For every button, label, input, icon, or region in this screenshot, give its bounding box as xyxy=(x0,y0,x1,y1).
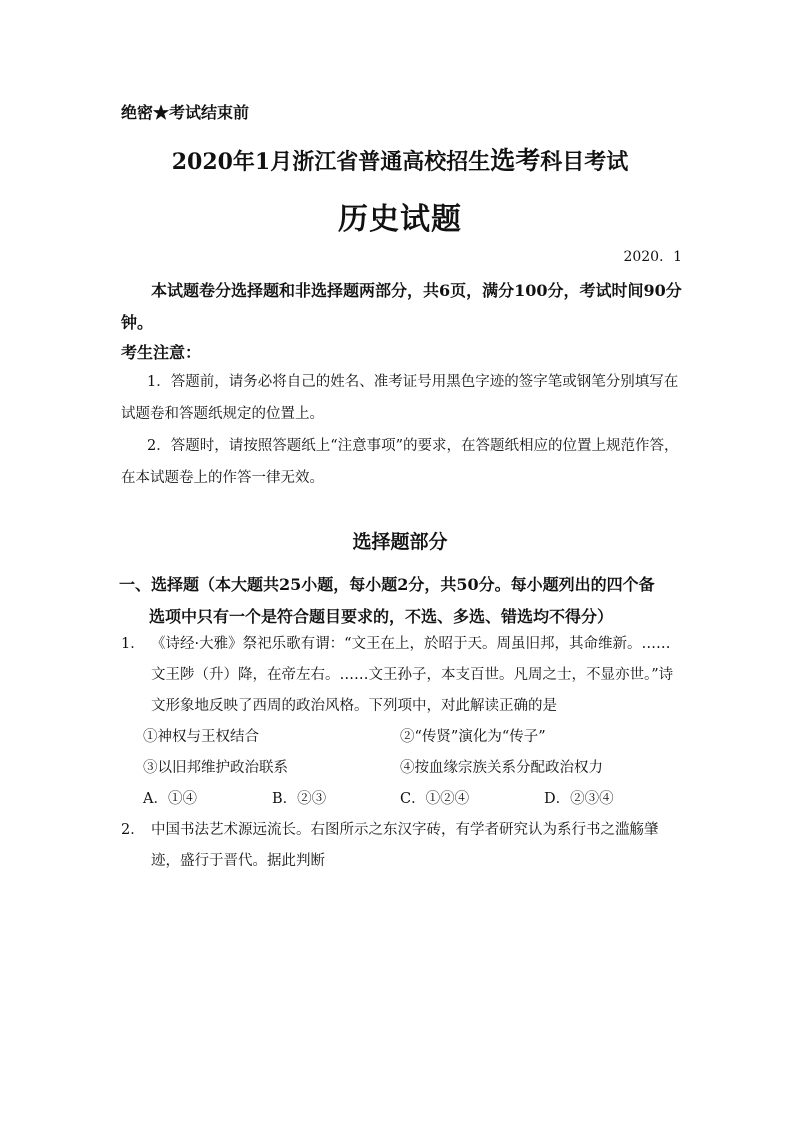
exam-date: 2020．1 xyxy=(623,249,682,265)
exam-title-post: 科目考试 xyxy=(540,149,629,175)
notice-heading: 考生注意： xyxy=(121,343,202,362)
statement-item: ①神权与王权结合 xyxy=(143,729,259,745)
notice-item: 1．答题前，请务必将自己的姓名、准考证号用黑色字迹的签字笔或钢笔分别填写在试题卷和答题纸规定的位置上。 xyxy=(121,374,679,422)
answer-option-a: A．①④ xyxy=(143,791,197,807)
question-text: 《诗经·大雅》祭祀乐歌有谓：“文王在上，於昭于天。周虽旧邦，其命维新。……文王陟（升）降，在帝左右。……文王孙子，本支百世。凡周之士，不显亦世。”诗文形象地反映了西周的政治风格。下列项中，对此解读正确的是 xyxy=(151,636,674,714)
question-number: 2． xyxy=(121,822,145,838)
confidential-label: 绝密★考试结束前 xyxy=(121,103,250,122)
question-number: 1． xyxy=(121,636,145,652)
section-heading-line: 一、选择题（本大题共25小题，每小题2分，共50分。每小题列出的四个备 xyxy=(119,575,655,594)
section-heading-line: 选项中只有一个是符合题目要求的，不选、多选、错选均不得分） xyxy=(149,607,614,626)
answer-option-b: B．②③ xyxy=(272,791,327,807)
intro-paragraph: 本试题卷分选择题和非选择题两部分，共6页，满分100分，考试时间90分钟。 xyxy=(121,281,682,332)
question-1 xyxy=(121,629,683,722)
answer-option-d: D．②③④ xyxy=(544,791,614,807)
statement-item: ④按血缘宗族关系分配政治权力 xyxy=(400,760,603,776)
exam-title-emphasis: 选考 xyxy=(490,146,541,175)
subject-title: 历史试题 xyxy=(338,202,462,237)
notice-item: 2．答题时，请按照答题纸上“注意事项”的要求，在答题纸相应的位置上规范作答，在本试题卷上的作答一律无效。 xyxy=(121,438,679,486)
answer-option-c: C．①②④ xyxy=(400,791,470,807)
question-text: 中国书法艺术源远流长。右图所示之东汉字砖，有学者研究认为系行书之滥觞肇迹，盛行于晋代。据此判断 xyxy=(151,822,659,869)
section-heading xyxy=(119,569,685,633)
exam-title xyxy=(0,141,800,177)
exam-title-pre: 2020年1月浙江省普通高校招生 xyxy=(171,149,491,175)
part-title: 选择题部分 xyxy=(352,531,448,553)
statement-item: ②“传贤”演化为“传子” xyxy=(400,729,546,745)
statement-item: ③以旧邦维护政治联系 xyxy=(143,760,288,776)
question-2 xyxy=(121,815,683,877)
